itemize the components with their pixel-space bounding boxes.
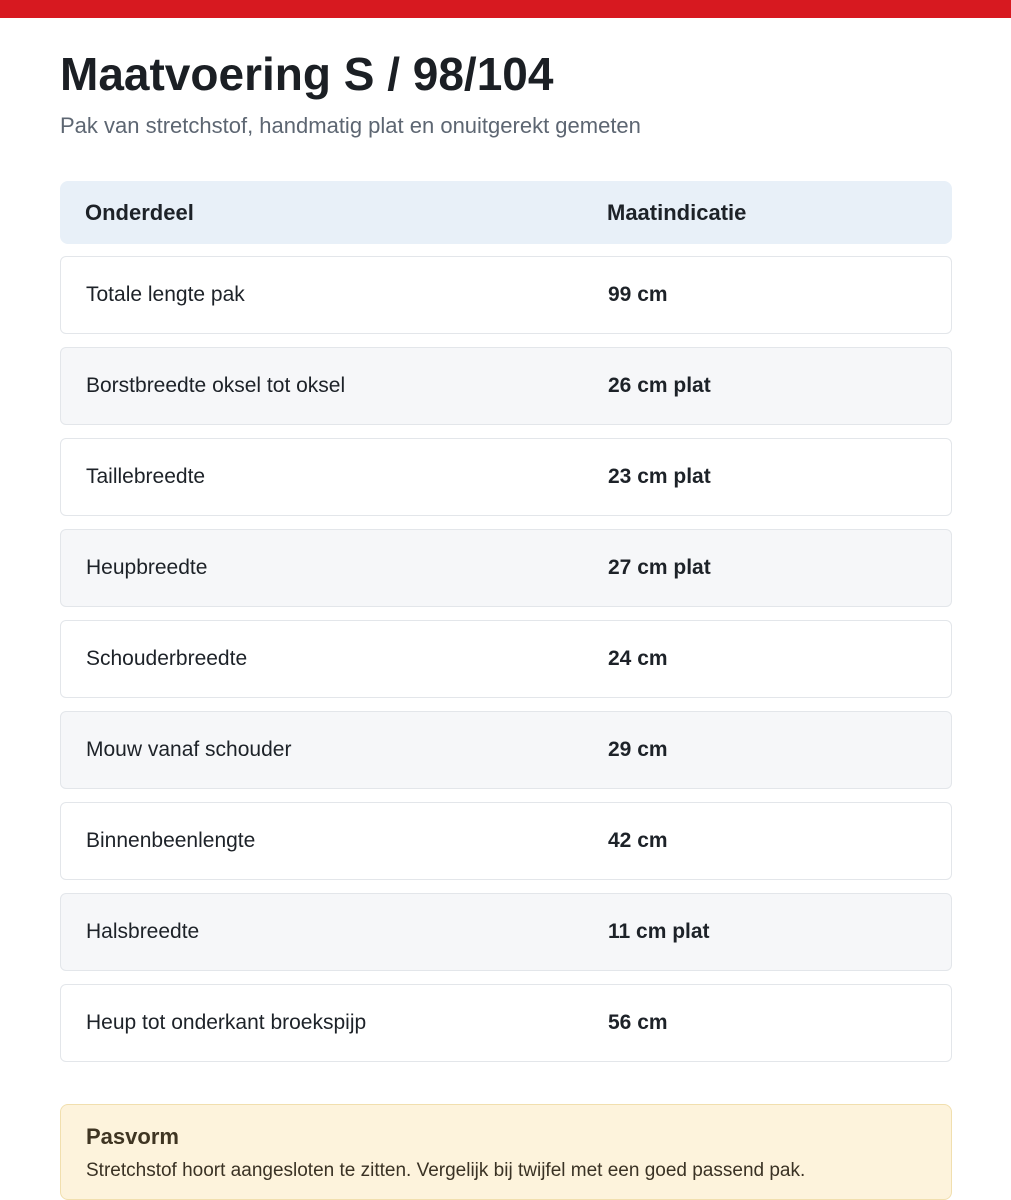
note-title: Pasvorm [86,1124,179,1149]
table-row [60,620,952,698]
table-row [60,438,952,516]
table-row [60,529,952,607]
row-part: Heup tot onderkant broekspijp [86,1011,367,1034]
table-header [60,181,952,244]
row-part: Totale lengte pak [86,283,245,306]
row-part: Halsbreedte [86,920,200,943]
row-size: 24 cm [608,647,668,670]
row-size: 99 cm [608,283,668,306]
row-part: Mouw vanaf schouder [86,738,292,761]
row-part: Taillebreedte [86,465,206,488]
table-row [60,711,952,789]
top-accent-bar [0,0,1011,18]
note-text: Stretchstof hoort aangesloten te zitten. Vergelijk bij twijfel met een goed passend pak. [86,1160,806,1181]
row-part: Schouderbreedte [86,647,248,670]
row-size: 56 cm [608,1011,668,1034]
row-size: 42 cm [608,829,668,852]
row-size: 23 cm plat [608,465,711,488]
page-subtitle: Pak van stretchstof, handmatig plat en onuitgerekt gemeten [60,113,641,138]
table-row [60,802,952,880]
table-row [60,347,952,425]
row-part: Heupbreedte [86,556,208,579]
row-part: Binnenbeenlengte [86,829,256,852]
row-size: 11 cm plat [608,920,710,943]
page-title: Maatvoering S / 98/104 [60,48,554,100]
header-part: Onderdeel [85,199,194,225]
row-size: 26 cm plat [608,374,711,397]
row-part: Borstbreedte oksel tot oksel [86,374,346,397]
fit-note [60,1104,952,1200]
table-row [60,984,952,1062]
row-size: 29 cm [608,738,668,761]
table-row [60,893,952,971]
header-size: Maatindicatie [607,199,747,225]
table-row [60,256,952,334]
row-size: 27 cm plat [608,556,711,579]
